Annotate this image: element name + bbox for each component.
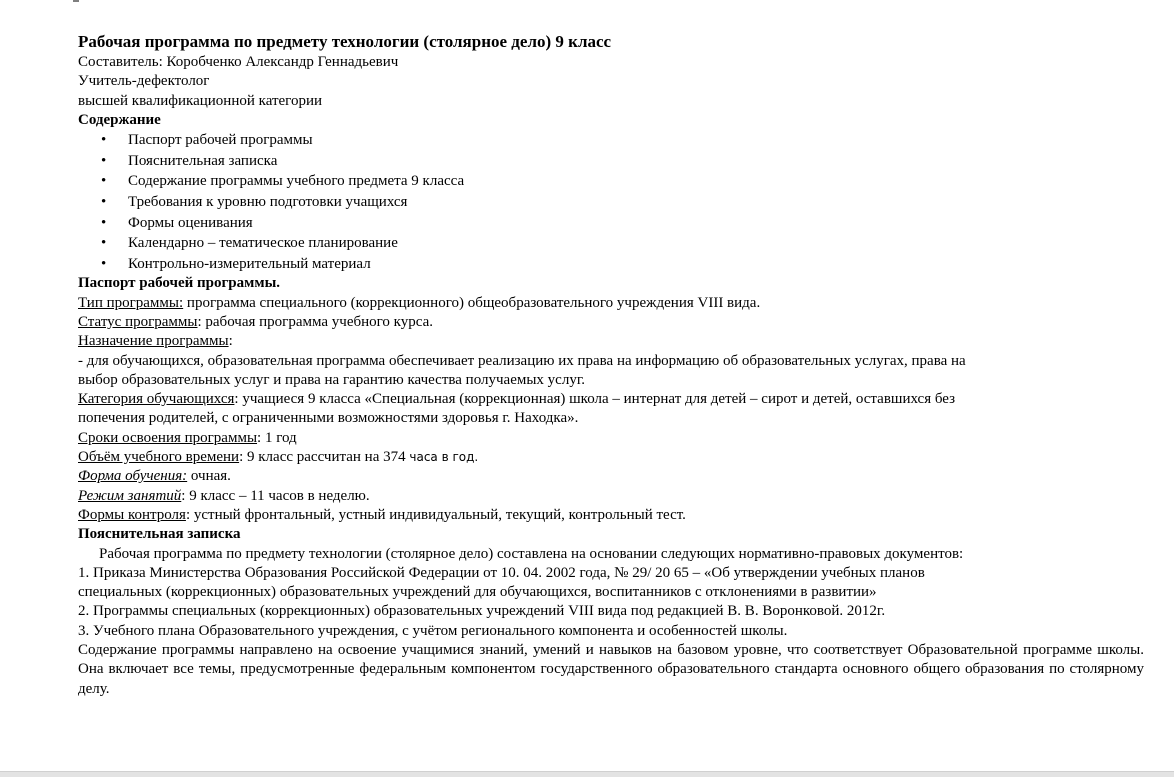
bullet-icon: • [101,193,107,210]
students-category-value: : учащиеся 9 класса «Специальная (коррекционная) школа – интернат для детей – сирот и детей, оставшихся без [234,391,956,408]
top-ruler-mark [73,0,79,2]
program-purpose-text-2: выбор образовательных услуг и права на гарантию качества получаемых услуг. [78,371,586,388]
regulation-item-3: 3. Учебного плана Образовательного учреждения, с учётом регионального компонента и особенностей школы. [78,622,788,639]
students-category-label: Категория обучающихся [78,391,235,408]
schedule-value: : 9 класс – 11 часов в неделю. [181,487,370,504]
program-status-row [78,313,1144,332]
contents-list [78,130,1144,274]
bottom-scrollbar[interactable] [0,771,1174,777]
explanatory-note-heading: Пояснительная записка [78,526,241,543]
contents-item: • Пояснительная записка [101,151,1144,172]
program-purpose-label: Назначение программы [78,333,229,350]
explanatory-note-intro: Рабочая программа по предмету технологии (столярное дело) составлена на основании следующих нормативно-правовых документов: [99,545,964,562]
program-type-label: Тип программы: [78,294,184,311]
regulation-item-1b: специальных (коррекционных) образовательных учреждений для обучающихся, воспитанников с отклонениями в развитии» [78,584,877,601]
study-form-value: очная. [187,468,231,485]
terms-label: Сроки освоения программы [78,429,258,446]
program-purpose-row: Назначение программы: [78,333,233,350]
schedule-label: Режим занятий [78,487,182,504]
regulation-item-1a: 1. Приказа Министерства Образования Российской Федерации от 10. 04. 2002 года, № 29/ 20 65 – «Об утверждении учебных планов [78,564,925,581]
author-line: Составитель: Коробченко Александр Геннадьевич [78,54,399,70]
document-page [78,31,1144,699]
control-forms-row [78,506,1144,525]
contents-item: • Паспорт рабочей программы [101,130,1144,151]
terms-value: : 1 год [257,429,297,446]
bullet-icon: • [101,132,107,149]
role-line: Учитель-дефектолог [78,73,210,90]
contents-item: • Контрольно-измерительный материал [101,254,1144,275]
document-title: Рабочая программа по предмету технологии (столярное дело) 9 класс [78,32,612,51]
students-category-row [78,390,1144,409]
program-type-row [78,294,1144,313]
contents-item: • Требования к уровню подготовки учащихся [101,192,1144,213]
bullet-icon: • [101,214,107,231]
passport-heading: Паспорт рабочей программы. [78,275,281,292]
bullet-icon: • [101,235,107,252]
program-status-value: : рабочая программа учебного курса. [197,313,433,330]
control-forms-value: : устный фронтальный, устный индивидуальный, текущий, контрольный тест. [185,506,686,523]
volume-suffix: часа в год. [409,450,479,465]
regulation-item-2: 2. Программы специальных (коррекционных) образовательных учреждений VIII вида под редакцией В. В. Воронковой. 2012г. [78,603,886,620]
bullet-icon: • [101,173,107,190]
contents-item: • Календарно – тематическое планирование [101,233,1144,254]
content-paragraph: Содержание программы направлено на освоение учащимися знаний, умений и навыков на базовом уровне, что соответствует Образовательной программе школы. Она включает все темы, предусмотренные федеральным компонентом государственного образовательного стандарта основного общего образования по столярному делу. [78,641,1144,697]
volume-row [78,448,1144,467]
students-category-cont: попечения родителей, с ограниченными возможностями здоровья г. Находка». [78,410,579,427]
study-form-row [78,467,1144,486]
schedule-row [78,487,1144,506]
bullet-icon: • [101,255,107,272]
program-status-label: Статус программы [78,313,198,330]
program-type-value: программа специального (коррекционного) общеобразовательного учреждения VIII вида. [183,294,761,311]
volume-label: Объём учебного времени [78,449,240,466]
contents-item: • Содержание программы учебного предмета 9 класса [101,171,1144,192]
study-form-label: Форма обучения: [78,468,188,485]
control-forms-label: Формы контроля [78,506,186,523]
terms-row [78,429,1144,448]
volume-value: : 9 класс рассчитан на 374 [239,449,410,466]
contents-heading: Содержание [78,111,161,128]
contents-item: • Формы оценивания [101,213,1144,234]
program-purpose-text-1: - для обучающихся, образовательная программа обеспечивает реализацию их права на информацию об образовательных услугах, права на [78,352,966,369]
bullet-icon: • [101,152,107,169]
qualification-line: высшей квалификационной категории [78,92,323,109]
